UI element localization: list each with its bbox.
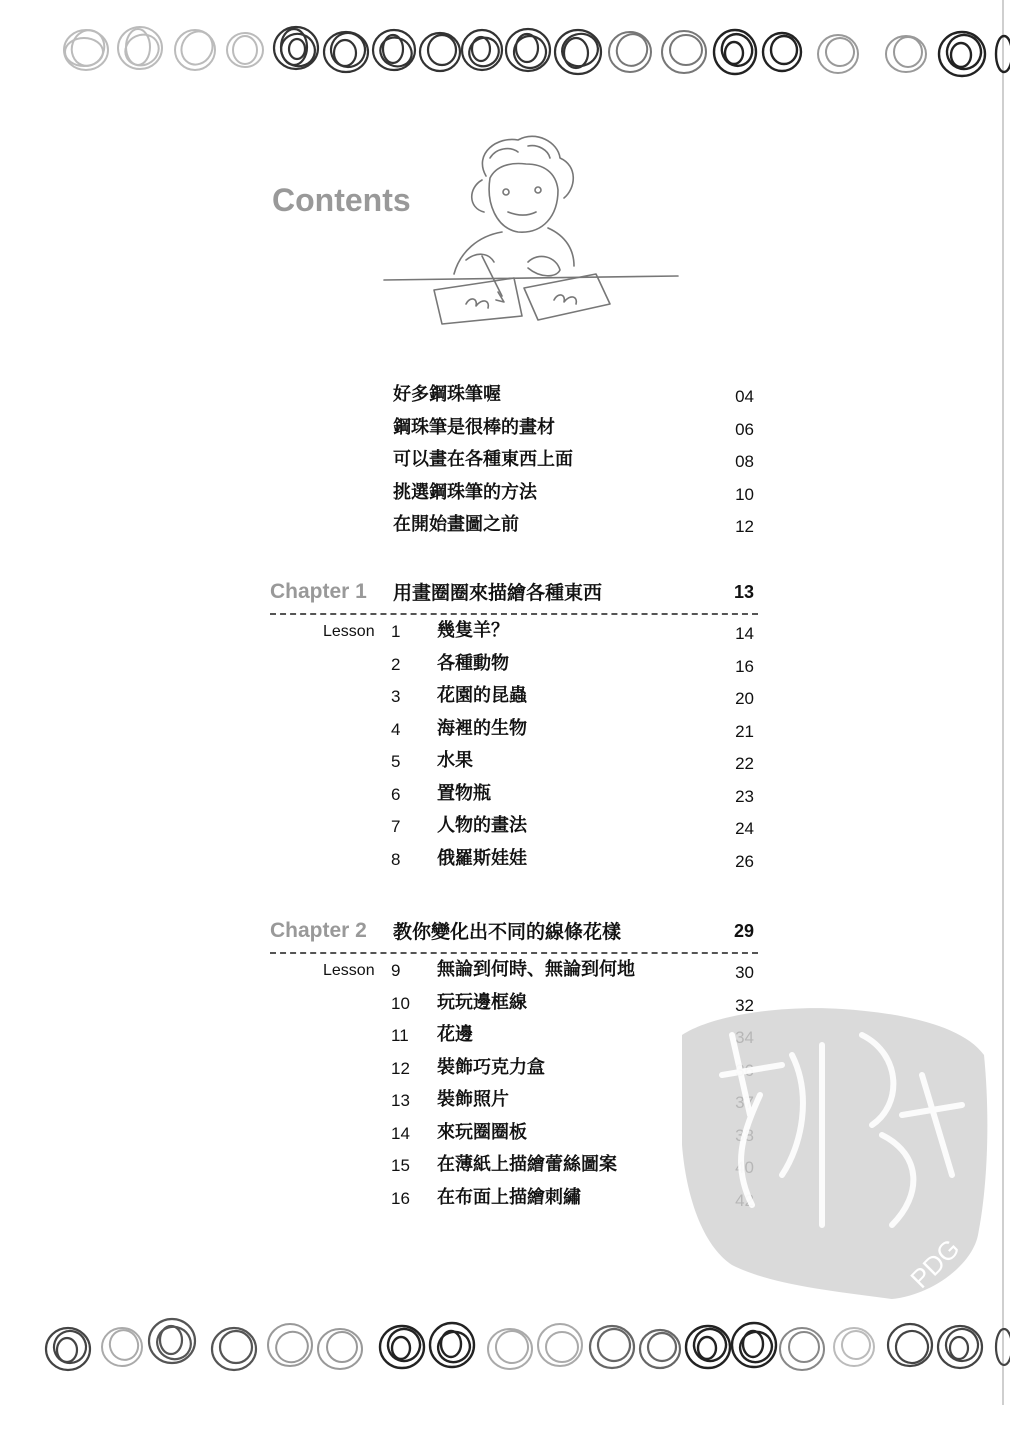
lesson-page: 23 xyxy=(735,786,754,806)
chapter-label: Chapter 1 xyxy=(270,580,367,603)
watermark-text: PDG xyxy=(904,1232,966,1294)
lesson-title: 海裡的生物 xyxy=(437,717,527,739)
dashed-divider xyxy=(270,613,758,615)
entry-page: 06 xyxy=(735,419,754,439)
lesson-number: 3 xyxy=(391,687,401,706)
lesson-entry[interactable] xyxy=(270,781,758,814)
lesson-page: 14 xyxy=(735,624,754,643)
entry-title: 挑選鋼珠筆的方法 xyxy=(393,481,537,503)
lesson-entry[interactable] xyxy=(270,683,758,716)
lesson-number: 9 xyxy=(391,961,401,980)
entry-page: 10 xyxy=(735,484,754,504)
lesson-title: 來玩圈圈板 xyxy=(437,1121,527,1143)
lesson-title: 花園的昆蟲 xyxy=(437,685,527,706)
chapter-title: 用畫圈圈來描繪各種東西 xyxy=(393,582,603,604)
lesson-number: 10 xyxy=(391,993,410,1013)
entry-title: 好多鋼珠筆喔 xyxy=(393,384,501,405)
lesson-number: 12 xyxy=(391,1058,410,1078)
lesson-number: 1 xyxy=(391,622,401,641)
lesson-entry[interactable] xyxy=(270,846,758,879)
lesson-title: 裝飾巧克力盒 xyxy=(437,1056,545,1078)
entry-page: 04 xyxy=(735,387,754,406)
lesson-number: 13 xyxy=(391,1091,410,1110)
lesson-number: 14 xyxy=(391,1123,410,1143)
lesson-entry[interactable] xyxy=(270,748,758,781)
lesson-title: 水果 xyxy=(437,750,473,771)
lesson-entry[interactable] xyxy=(270,618,758,651)
lesson-page: 30 xyxy=(735,963,754,982)
lesson-title: 置物瓶 xyxy=(437,782,491,804)
intro-section xyxy=(393,382,758,545)
lesson-page: 24 xyxy=(735,819,754,838)
lesson-title: 在布面上描繪刺繡 xyxy=(437,1186,581,1208)
lesson-number: 11 xyxy=(391,1026,409,1045)
chapter-heading[interactable] xyxy=(270,578,758,618)
toc-entry[interactable] xyxy=(393,415,758,448)
lesson-page: 20 xyxy=(735,689,754,708)
lesson-entry[interactable] xyxy=(270,813,758,846)
lesson-entry[interactable] xyxy=(270,957,758,990)
lesson-title: 各種動物 xyxy=(437,652,509,674)
lesson-title: 幾隻羊？ xyxy=(437,620,509,641)
toc-entry[interactable] xyxy=(393,447,758,480)
lesson-number: 16 xyxy=(391,1188,410,1208)
lesson-label: Lesson xyxy=(323,623,375,640)
bottom-scribble-border xyxy=(0,1305,1010,1385)
lesson-number: 5 xyxy=(391,752,401,771)
chapter-page: 29 xyxy=(733,921,754,941)
chapter-label: Chapter 2 xyxy=(270,919,367,942)
contents-heading: Contents xyxy=(272,182,411,218)
entry-title: 鋼珠筆是很棒的畫材 xyxy=(393,416,555,438)
page-edge xyxy=(1002,0,1004,1405)
entry-page: 12 xyxy=(735,517,754,536)
toc-entry[interactable] xyxy=(393,512,758,545)
entry-title: 在開始畫圖之前 xyxy=(393,514,519,535)
lesson-number: 6 xyxy=(391,784,401,804)
entry-page: 08 xyxy=(735,452,754,471)
chapter-heading[interactable] xyxy=(270,917,758,957)
lesson-number: 2 xyxy=(391,654,401,674)
chapter-page: 13 xyxy=(733,582,754,602)
lesson-entry[interactable] xyxy=(270,651,758,684)
lesson-title: 玩玩邊框線 xyxy=(437,991,527,1013)
lesson-page: 22 xyxy=(735,754,754,773)
lesson-title: 人物的畫法 xyxy=(437,815,527,836)
lesson-number: 8 xyxy=(391,849,401,869)
lesson-title: 俄羅斯娃娃 xyxy=(437,847,527,869)
chapter-title: 教你變化出不同的線條花樣 xyxy=(393,921,622,943)
lesson-number: 4 xyxy=(391,719,401,739)
lesson-title: 在薄紙上描繪蕾絲圖案 xyxy=(437,1154,617,1175)
entry-title: 可以畫在各種東西上面 xyxy=(393,449,573,470)
lesson-entry[interactable] xyxy=(270,716,758,749)
lesson-number: 7 xyxy=(391,817,401,836)
lesson-title: 無論到何時、無論到何地 xyxy=(437,959,635,980)
lesson-label: Lesson xyxy=(323,962,375,979)
toc-entry[interactable] xyxy=(393,480,758,513)
lesson-title: 裝飾照片 xyxy=(437,1089,509,1110)
lesson-number: 15 xyxy=(391,1156,410,1175)
lesson-page: 21 xyxy=(735,721,754,741)
lesson-page: 32 xyxy=(735,995,754,1015)
lesson-page: 16 xyxy=(735,656,754,676)
library-seal-stamp-icon xyxy=(672,995,992,1305)
lesson-page: 26 xyxy=(735,851,754,871)
top-scribble-border xyxy=(0,10,1010,90)
child-drawing-illustration xyxy=(378,128,683,338)
lesson-list xyxy=(270,618,758,878)
chapter-1-section xyxy=(270,578,758,878)
dashed-divider xyxy=(270,952,758,954)
lesson-title: 花邊 xyxy=(437,1024,473,1045)
toc-entry[interactable] xyxy=(393,382,758,415)
